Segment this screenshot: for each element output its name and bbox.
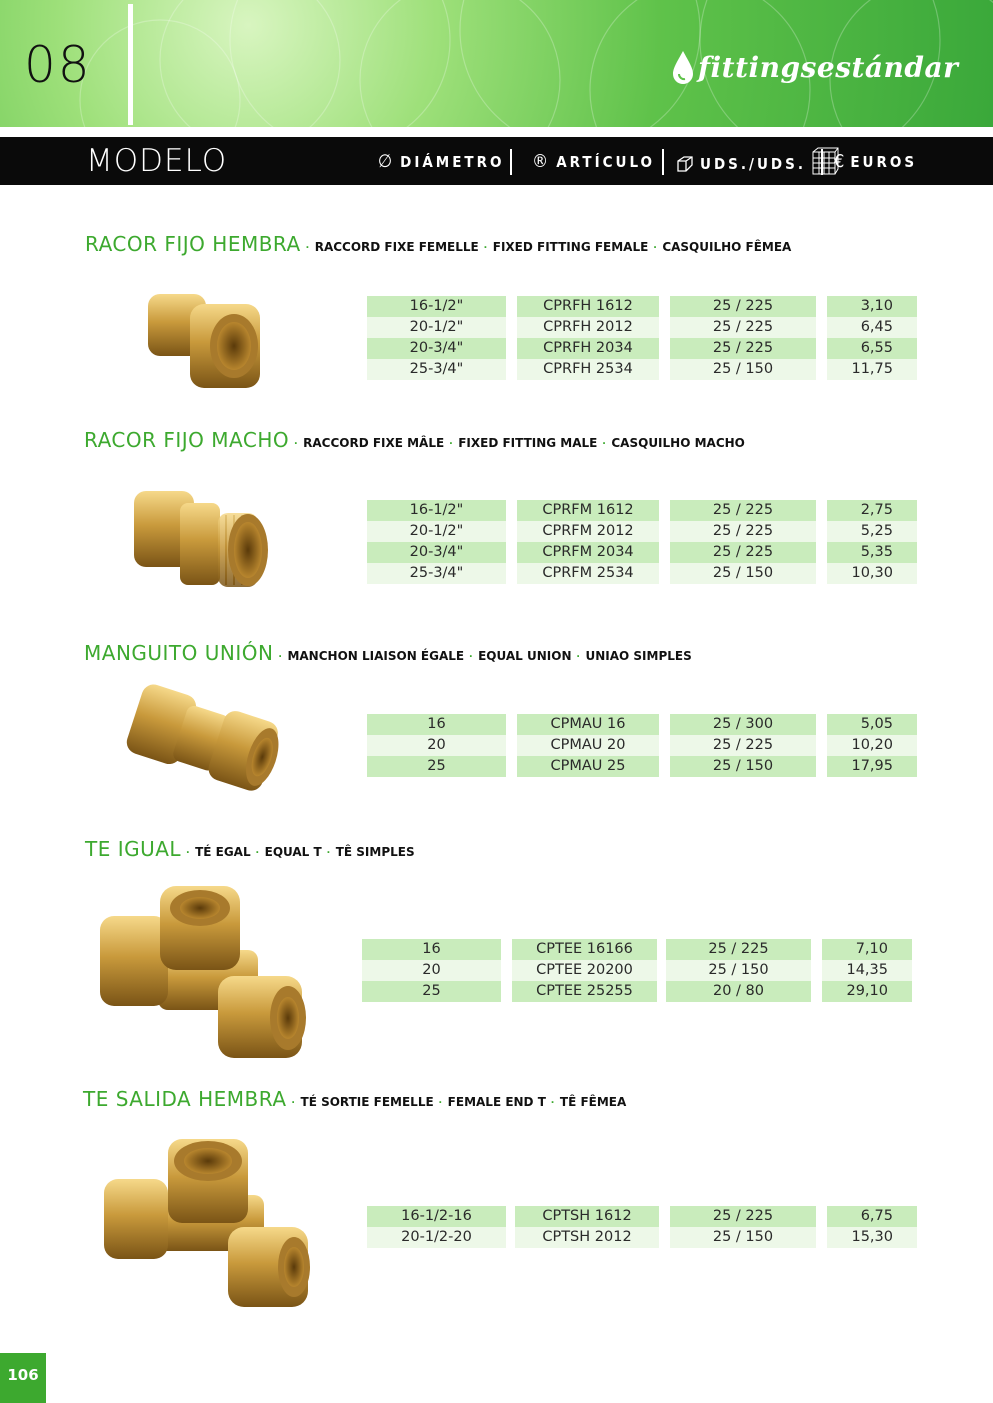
bullet: · bbox=[449, 436, 454, 450]
header-divider bbox=[821, 149, 823, 175]
cell-euros: 10,20 bbox=[827, 735, 917, 756]
section-subtitle: FEMALE END T bbox=[447, 1095, 546, 1109]
section-subtitle: FIXED FITTING MALE bbox=[458, 436, 598, 450]
product-image-te-igual bbox=[98, 880, 313, 1070]
column-euros bbox=[822, 939, 912, 1002]
column-diametro bbox=[367, 1206, 506, 1248]
cell-diametro: 25-3/4" bbox=[367, 359, 506, 380]
cell-articulo: CPTSH 1612 bbox=[515, 1206, 659, 1227]
cell-uds: 25 / 225 bbox=[670, 735, 816, 756]
cell-articulo: CPRFM 2534 bbox=[517, 563, 659, 584]
bullet: · bbox=[294, 436, 299, 450]
cell-articulo: CPRFM 2012 bbox=[517, 521, 659, 542]
bullet: · bbox=[469, 649, 474, 663]
cell-uds: 25 / 225 bbox=[666, 939, 811, 960]
cell-articulo: CPTEE 16166 bbox=[512, 939, 657, 960]
cell-diametro: 16-1/2-16 bbox=[367, 1206, 506, 1227]
cell-uds: 25 / 225 bbox=[670, 338, 816, 359]
bullet: · bbox=[305, 240, 310, 254]
chapter-banner bbox=[0, 0, 993, 127]
cell-articulo: CPMAU 25 bbox=[517, 756, 659, 777]
header-diametro bbox=[378, 151, 505, 172]
cell-uds: 25 / 150 bbox=[666, 960, 811, 981]
cell-euros: 6,75 bbox=[827, 1206, 917, 1227]
header-divider bbox=[662, 149, 664, 175]
cell-diametro: 16 bbox=[367, 714, 506, 735]
section-title bbox=[83, 1087, 626, 1111]
section-main-title: MANGUITO UNIÓN bbox=[84, 641, 274, 665]
section-main-title: RACOR FIJO HEMBRA bbox=[85, 232, 301, 256]
column-euros bbox=[827, 1206, 917, 1248]
cell-articulo: CPRFH 1612 bbox=[517, 296, 659, 317]
cell-diametro: 20-1/2-20 bbox=[367, 1227, 506, 1248]
bullet: · bbox=[255, 845, 260, 859]
section-subtitle: EQUAL UNION bbox=[478, 649, 572, 663]
bullet: · bbox=[326, 845, 331, 859]
chapter-divider bbox=[128, 4, 133, 125]
brand-logo bbox=[672, 50, 958, 84]
cell-diametro: 20-1/2" bbox=[367, 521, 506, 542]
section-subtitle: TÉ SORTIE FEMELLE bbox=[300, 1095, 434, 1109]
cell-articulo: CPRFH 2012 bbox=[517, 317, 659, 338]
column-euros bbox=[827, 500, 917, 584]
cell-uds: 25 / 225 bbox=[670, 317, 816, 338]
section-subtitle: CASQUILHO FÊMEA bbox=[662, 240, 792, 254]
euro-icon: € bbox=[834, 151, 845, 172]
column-articulo bbox=[517, 296, 659, 380]
section-main-title: TE SALIDA HEMBRA bbox=[83, 1087, 287, 1111]
header-articulo-label: ARTÍCULO bbox=[556, 152, 655, 171]
cell-euros: 10,30 bbox=[827, 563, 917, 584]
column-diametro bbox=[367, 714, 506, 777]
section-main-title: RACOR FIJO MACHO bbox=[84, 428, 290, 452]
bullet: · bbox=[291, 1095, 296, 1109]
cell-euros: 3,10 bbox=[827, 296, 917, 317]
section-title bbox=[85, 232, 791, 256]
bullet: · bbox=[653, 240, 658, 254]
section-subtitle: FIXED FITTING FEMALE bbox=[492, 240, 649, 254]
cell-diametro: 20-3/4" bbox=[367, 338, 506, 359]
cell-euros: 5,05 bbox=[827, 714, 917, 735]
section-subtitle: RACCORD FIXE FEMELLE bbox=[314, 240, 479, 254]
cell-euros: 29,10 bbox=[822, 981, 912, 1002]
cell-diametro: 20 bbox=[367, 735, 506, 756]
header-uds bbox=[676, 151, 840, 177]
header-euros bbox=[834, 151, 917, 172]
cell-uds: 25 / 300 bbox=[670, 714, 816, 735]
cell-euros: 11,75 bbox=[827, 359, 917, 380]
column-articulo bbox=[517, 714, 659, 777]
bullet: · bbox=[576, 649, 581, 663]
cell-articulo: CPRFM 2034 bbox=[517, 542, 659, 563]
column-articulo bbox=[517, 500, 659, 584]
cell-uds: 25 / 150 bbox=[670, 756, 816, 777]
section-subtitle: TÊ FÊMEA bbox=[559, 1095, 627, 1109]
cell-uds: 25 / 225 bbox=[670, 1206, 816, 1227]
bullet: · bbox=[550, 1095, 555, 1109]
chapter-box bbox=[0, 0, 128, 127]
section-main-title: TE IGUAL bbox=[85, 837, 182, 861]
header-euros-label: EUROS bbox=[850, 152, 918, 171]
column-articulo bbox=[512, 939, 657, 1002]
cell-euros: 5,25 bbox=[827, 521, 917, 542]
section-subtitle: EQUAL T bbox=[264, 845, 322, 859]
brand-name: fittingsestándar bbox=[698, 50, 959, 84]
column-diametro bbox=[367, 500, 506, 584]
section-subtitle: MANCHON LIAISON ÉGALE bbox=[287, 649, 465, 663]
cell-articulo: CPMAU 16 bbox=[517, 714, 659, 735]
section-title bbox=[84, 641, 692, 665]
cell-diametro: 20 bbox=[362, 960, 501, 981]
cell-diametro: 16-1/2" bbox=[367, 500, 506, 521]
cell-uds: 25 / 225 bbox=[670, 296, 816, 317]
cell-articulo: CPTSH 2012 bbox=[515, 1227, 659, 1248]
cell-euros: 17,95 bbox=[827, 756, 917, 777]
page-number: 106 bbox=[0, 1353, 46, 1403]
diameter-icon: ∅ bbox=[378, 151, 393, 172]
cell-articulo: CPRFM 1612 bbox=[517, 500, 659, 521]
cell-uds: 25 / 225 bbox=[670, 500, 816, 521]
bullet: · bbox=[483, 240, 488, 254]
header-diametro-label: DIÁMETRO bbox=[400, 152, 505, 171]
cell-diametro: 25-3/4" bbox=[367, 563, 506, 584]
cell-articulo: CPMAU 20 bbox=[517, 735, 659, 756]
water-drop-icon bbox=[672, 50, 694, 84]
product-image-manguito-union bbox=[126, 680, 281, 805]
cell-uds: 20 / 80 bbox=[666, 981, 811, 1002]
cell-euros: 6,45 bbox=[827, 317, 917, 338]
column-uds bbox=[670, 1206, 816, 1248]
cell-uds: 25 / 150 bbox=[670, 359, 816, 380]
section-title bbox=[84, 428, 745, 452]
cell-articulo: CPRFH 2034 bbox=[517, 338, 659, 359]
cell-euros: 5,35 bbox=[827, 542, 917, 563]
column-articulo bbox=[515, 1206, 659, 1248]
product-image-te-salida-hembra bbox=[102, 1135, 314, 1315]
cell-diametro: 20-1/2" bbox=[367, 317, 506, 338]
cell-articulo: CPTEE 25255 bbox=[512, 981, 657, 1002]
column-diametro bbox=[367, 296, 506, 380]
column-uds bbox=[666, 939, 811, 1002]
cell-euros: 7,10 bbox=[822, 939, 912, 960]
cell-euros: 6,55 bbox=[827, 338, 917, 359]
section-subtitle: CASQUILHO MACHO bbox=[611, 436, 745, 450]
modelo-heading: MODELO bbox=[86, 143, 228, 179]
header-articulo bbox=[532, 151, 655, 172]
bullet: · bbox=[186, 845, 191, 859]
bullet: · bbox=[602, 436, 607, 450]
cell-euros: 15,30 bbox=[827, 1227, 917, 1248]
table-header-bar bbox=[0, 137, 993, 185]
cell-uds: 25 / 150 bbox=[670, 563, 816, 584]
cell-euros: 2,75 bbox=[827, 500, 917, 521]
column-diametro bbox=[362, 939, 501, 1002]
header-uds-label: UDS./UDS. bbox=[700, 155, 806, 173]
section-subtitle: TÉ EGAL bbox=[195, 845, 251, 859]
cell-diametro: 25 bbox=[367, 756, 506, 777]
header-divider bbox=[510, 149, 512, 175]
cell-uds: 25 / 225 bbox=[670, 521, 816, 542]
column-uds bbox=[670, 714, 816, 777]
section-subtitle: RACCORD FIXE MÂLE bbox=[303, 436, 445, 450]
chapter-number: 08 bbox=[24, 36, 92, 94]
column-euros bbox=[827, 296, 917, 380]
cell-diametro: 20-3/4" bbox=[367, 542, 506, 563]
cell-uds: 25 / 225 bbox=[670, 542, 816, 563]
section-subtitle: TÊ SIMPLES bbox=[335, 845, 415, 859]
bullet: · bbox=[278, 649, 283, 663]
product-image-racor-fijo-hembra bbox=[140, 280, 265, 395]
cell-uds: 25 / 150 bbox=[670, 1227, 816, 1248]
cell-diametro: 25 bbox=[362, 981, 501, 1002]
cell-articulo: CPRFH 2534 bbox=[517, 359, 659, 380]
cell-diametro: 16-1/2" bbox=[367, 296, 506, 317]
section-subtitle: UNIAO SIMPLES bbox=[585, 649, 692, 663]
bullet: · bbox=[438, 1095, 443, 1109]
column-uds bbox=[670, 500, 816, 584]
cell-euros: 14,35 bbox=[822, 960, 912, 981]
registered-icon: ® bbox=[532, 151, 549, 172]
product-image-racor-fijo-macho bbox=[130, 485, 275, 600]
cell-articulo: CPTEE 20200 bbox=[512, 960, 657, 981]
column-uds bbox=[670, 296, 816, 380]
column-euros bbox=[827, 714, 917, 777]
section-title bbox=[85, 837, 415, 861]
cell-diametro: 16 bbox=[362, 939, 501, 960]
box-icon bbox=[676, 155, 694, 173]
